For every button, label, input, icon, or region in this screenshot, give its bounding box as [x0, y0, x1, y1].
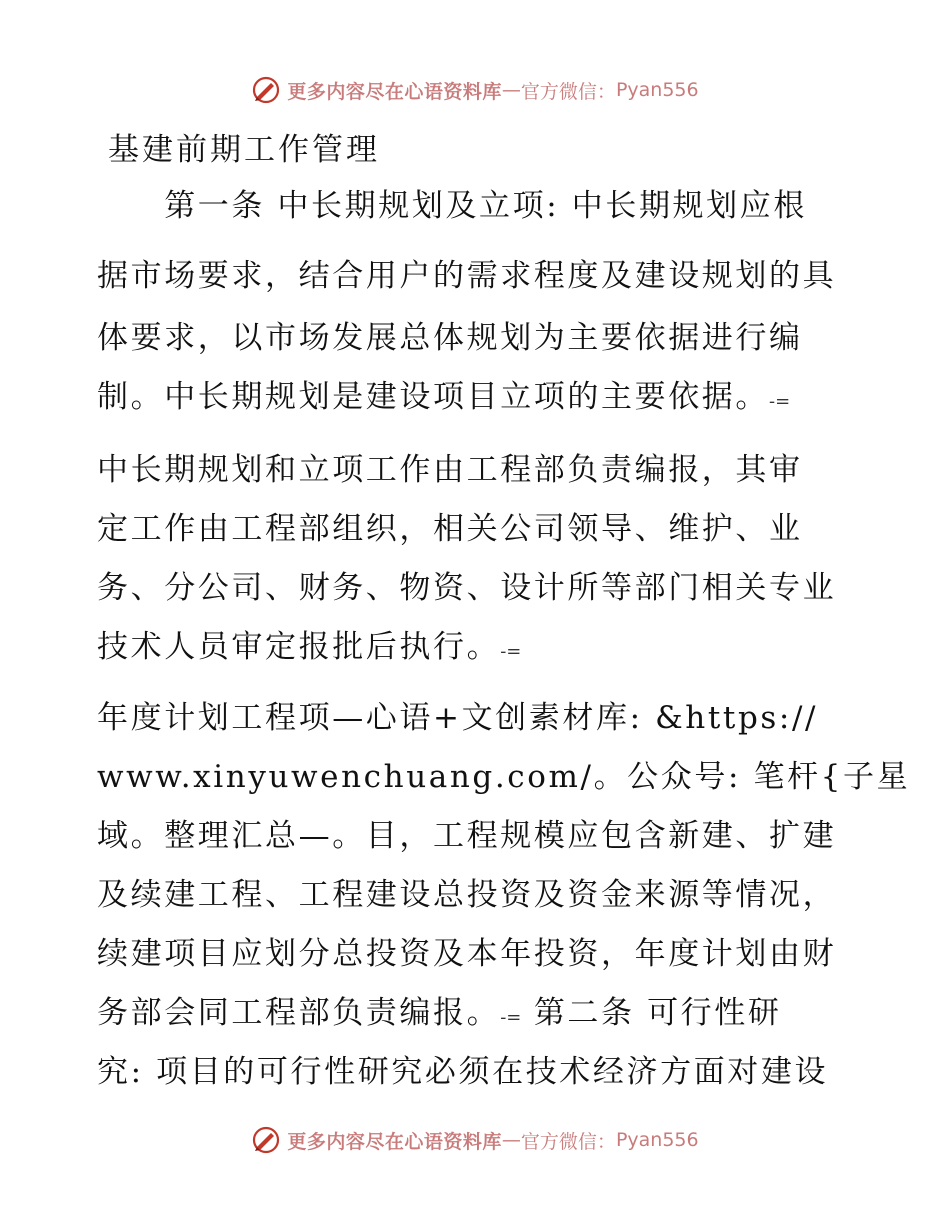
watermark-dash: — [501, 1129, 521, 1151]
watermark-text: 更多内容尽在心语资料库 [287, 1130, 502, 1153]
watermark-wechat-id: Pyan556 [615, 79, 699, 101]
body-line: 及续建工程、工程建设总投资及资金来源等情况， [97, 877, 837, 913]
body-line: 年度计划工程项—心语+文创素材库: &https:// [97, 700, 819, 736]
pen-logo-icon [251, 75, 281, 105]
body-line: 务、分公司、财务、物资、设计所等部门相关专业 [97, 570, 837, 606]
body-line-text: 第二条 可行性研 [521, 995, 782, 1031]
body-line: 第一条 中长期规划及立项: 中长期规划应根 [97, 188, 807, 224]
watermark-subtext: 官方微信： [520, 80, 616, 103]
body-line: 续建项目应划分总投资及本年投资，年度计划由财 [97, 936, 837, 972]
watermark-banner-top [0, 70, 950, 110]
body-line: 据市场要求，结合用户的需求程度及建设规划的具 [97, 258, 837, 294]
body-line: 体要求，以市场发展总体规划为主要依据进行编 [97, 320, 803, 356]
body-line-with-mark [97, 627, 857, 672]
document-title: 基建前期工作管理 [108, 132, 380, 168]
body-line: 中长期规划和立项工作由工程部负责编报，其审 [97, 452, 803, 488]
body-line: 域。整理汇总—。目，工程规模应包含新建、扩建 [97, 818, 837, 854]
body-line-text: 制。中长期规划是建设项目立项的主要依据。 [97, 379, 769, 415]
body-line-text: 技术人员审定报批后执行。 [97, 629, 501, 665]
watermark-subtext: 官方微信： [520, 1130, 616, 1153]
body-line-text: 务部会同工程部负责编报。 [97, 995, 501, 1031]
body-line: 究: 项目的可行性研究必须在技术经济方面对建设 [97, 1054, 829, 1090]
watermark-text: 更多内容尽在心语资料库 [287, 80, 502, 103]
watermark-dash: — [501, 79, 521, 101]
paragraph-mark: -= [500, 1007, 522, 1028]
paragraph-mark: -= [769, 391, 791, 412]
body-line-with-mark [97, 377, 857, 422]
body-line: www.xinyuwenchuang.com/。公众号: 笔杆{子星 [97, 759, 911, 795]
paragraph-mark: -= [500, 641, 522, 662]
watermark-wechat-id: Pyan556 [615, 1129, 699, 1151]
pen-logo-icon [251, 1125, 281, 1155]
body-line-with-mark [97, 993, 857, 1038]
watermark-banner-bottom [0, 1120, 950, 1160]
body-line: 定工作由工程部组织，相关公司领导、维护、业 [97, 511, 803, 547]
